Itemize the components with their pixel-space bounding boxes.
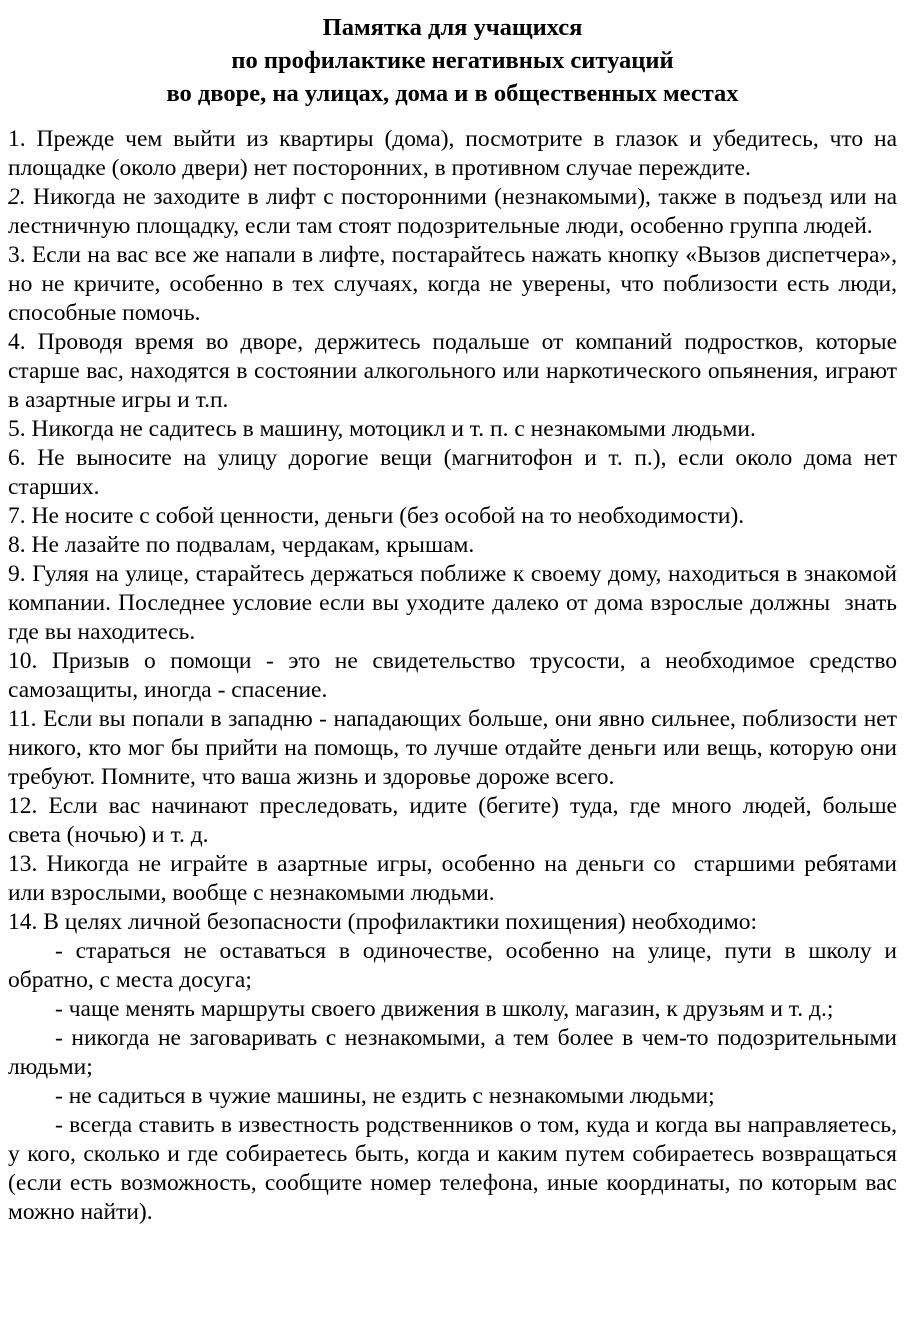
item-text-12: Если вас начинают преследовать, идите (бегите) туда, где много людей, больше света (ночью) и т. д.: [8, 793, 897, 848]
title-line-2: по профилактике негативных ситуаций: [231, 47, 674, 74]
item-number-8: 8.: [8, 532, 26, 558]
list-item-1: [8, 125, 897, 183]
list-item-12: [8, 792, 897, 850]
item-number-13: 13.: [8, 851, 38, 877]
item-text-9: Гуляя на улице, старайтесь держаться поближе к своему дому, находиться в знакомой компании. Последнее условие если вы уходите далеко от дома взрослые должны знать где вы находитесь.: [8, 561, 897, 645]
item-text-7: Не носите с собой ценности, деньги (без особой на то необходимости).: [31, 503, 745, 529]
sub-item-4: - не садиться в чужие машины, не ездить с незнакомыми людьми;: [55, 1083, 715, 1109]
item-text-11: Если вы попали в западню - нападающих больше, они явно сильнее, поблизости нет никого, кто мог бы прийти на помощь, то лучше отдайте деньги или вещь, которую они требуют. Помните, что ваша жизнь и здоровье дороже всего.: [8, 706, 898, 790]
sub-item-3: - никогда не заговаривать с незнакомыми, а тем более в чем-то подозрительными людьми;: [8, 1025, 897, 1080]
item-text-10: Призыв о помощи - это не свидетельство трусости, а необходимое средство самозащиты, иногда - спасение.: [8, 648, 898, 703]
list-item-14: [8, 908, 897, 937]
list-item-10: [8, 647, 897, 705]
item-number-3: 3.: [8, 242, 26, 268]
list-item-4: [8, 328, 897, 415]
item-text-1: Прежде чем выйти из квартиры (дома), посмотрите в глазок и убедитесь, что на площадке (около двери) нет посторонних, в противном случае переждите.: [8, 126, 897, 181]
item-number-5: 5.: [8, 416, 26, 442]
document-title: [8, 11, 897, 110]
item-text-2: Никогда не заходите в лифт с посторонними (незнакомыми), также в подъезд или на лестничную площадку, если там стоят подозрительные люди, особенно группа людей.: [8, 184, 897, 239]
list-item-13: [8, 850, 897, 908]
item-number-6: 6.: [8, 445, 26, 471]
sub-item-1: - стараться не оставаться в одиночестве, особенно на улице, пути в школу и обратно, с места досуга;: [8, 938, 897, 993]
item-text-13: Никогда не играйте в азартные игры, особенно на деньги со старшими ребятами или взрослыми, вообще с незнакомыми людьми.: [8, 851, 898, 906]
item-number-7: 7.: [8, 503, 26, 529]
item-text-14: В целях личной безопасности (профилактики похищения) необходимо:: [43, 909, 757, 935]
item-text-5: Никогда не садитесь в машину, мотоцикл и т. п. с незнакомыми людьми.: [31, 416, 756, 442]
list-item-9: [8, 560, 897, 647]
title-line-3: во дворе, на улицах, дома и в общественных местах: [166, 80, 739, 107]
item-number-1: 1.: [8, 126, 26, 152]
title-line-1: Памятка для учащихся: [322, 14, 583, 41]
item-number-12: 12.: [8, 793, 38, 819]
list-item-5: [8, 415, 897, 444]
list-item-7: [8, 502, 897, 531]
list-item-8: [8, 531, 897, 560]
item-number-11: 11.: [8, 706, 37, 732]
item-text-6: Не выносите на улицу дорогие вещи (магнитофон и т. п.), если около дома нет старших.: [8, 445, 897, 500]
sub-item-5: - всегда ставить в известность родственников о том, куда и когда вы направляетесь, у кого, сколько и где собираетесь быть, когда и каким путем собираетесь возвращаться (если есть возможность, сообщите номер телефона, иные координаты, по которым вас можно найти).: [8, 1112, 897, 1225]
item-text-8: Не лазайте по подвалам, чердакам, крышам.: [31, 532, 475, 558]
memo-body: [8, 125, 897, 1227]
sub-item-2: - чаще менять маршруты своего движения в школу, магазин, к друзьям и т. д.;: [55, 996, 834, 1022]
list-item-3: [8, 241, 897, 328]
item-number-10: 10.: [8, 648, 38, 674]
list-item-11: [8, 705, 897, 792]
list-item-6: [8, 444, 897, 502]
item-text-4: Проводя время во дворе, держитесь подальше от компаний подростков, которые старше вас, находятся в состоянии алкогольного или наркотического опьянения, играют в азартные игры и т.п.: [8, 329, 898, 413]
item-text-3: Если на вас все же напали в лифте, постарайтесь нажать кнопку «Вызов диспетчера», но не кричите, особенно в тех случаях, когда не уверены, что поблизости есть люди, способные помочь.: [8, 242, 898, 326]
item-number-14: 14.: [8, 909, 38, 935]
list-item-2: [8, 183, 897, 241]
item-number-4: 4.: [8, 329, 26, 355]
item-number-9: 9.: [8, 561, 26, 587]
item-number-2: 2.: [8, 184, 26, 210]
